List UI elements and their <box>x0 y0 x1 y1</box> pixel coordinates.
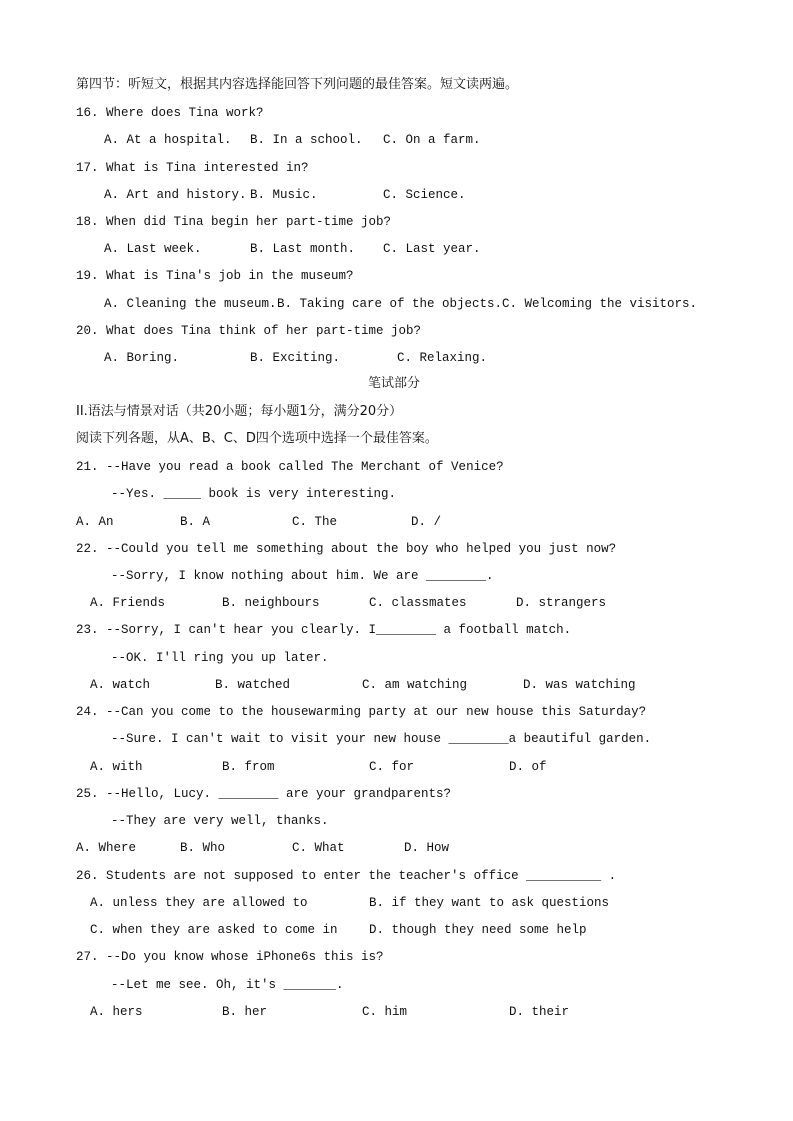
question-18: 18. When did Tina begin her part-time job? <box>76 215 392 229</box>
option[interactable]: A. At a hospital. <box>104 133 232 147</box>
option[interactable]: B. Taking care of the objects. <box>277 297 503 311</box>
option[interactable]: A. Art and history. <box>104 188 247 202</box>
option[interactable]: A. hers <box>90 1005 143 1019</box>
question-reply: --Yes. _____ book is very interesting. <box>111 487 397 501</box>
option[interactable]: D. / <box>411 515 442 529</box>
question-21: 21. --Have you read a book called The Merchant of Venice? <box>76 460 504 474</box>
written-part-title: 笔试部分 <box>368 376 421 391</box>
option[interactable]: C. On a farm. <box>383 133 481 147</box>
option[interactable]: D. strangers <box>516 596 607 610</box>
question-23: 23. --Sorry, I can't hear you clearly. I________ a football match. <box>76 623 572 637</box>
option[interactable]: B. from <box>222 760 275 774</box>
option[interactable]: A. Boring. <box>104 351 180 365</box>
section-heading: 第四节：听短文，根据其内容选择能回答下列问题的最佳答案。短文读两遍。 <box>76 77 519 92</box>
option[interactable]: A. watch <box>90 678 151 692</box>
option[interactable]: A. Where <box>76 841 137 855</box>
option[interactable]: C. Relaxing. <box>397 351 488 365</box>
question-26: 26. Students are not supposed to enter the teacher's office __________ . <box>76 869 617 883</box>
option[interactable]: D. was watching <box>523 678 636 692</box>
question-24: 24. --Can you come to the housewarming party at our new house this Saturday? <box>76 705 647 719</box>
option[interactable]: B. watched <box>215 678 291 692</box>
option[interactable]: B. A <box>180 515 211 529</box>
question-27: 27. --Do you know whose iPhone6s this is? <box>76 950 384 964</box>
question-20: 20. What does Tina think of her part-time job? <box>76 324 422 338</box>
question-22: 22. --Could you tell me something about the boy who helped you just now? <box>76 542 617 556</box>
part2-heading: II.语法与情景对话（共20小题；每小题1分，满分20分） <box>76 404 403 419</box>
option[interactable]: A. Friends <box>90 596 166 610</box>
question-reply: --OK. I'll ring you up later. <box>111 651 329 665</box>
question-reply: --They are very well, thanks. <box>111 814 329 828</box>
option[interactable]: B. Music. <box>250 188 318 202</box>
option[interactable]: C. What <box>292 841 345 855</box>
option[interactable]: D. of <box>509 760 547 774</box>
question-reply: --Sorry, I know nothing about him. We are ________. <box>111 569 494 583</box>
question-reply: --Sure. I can't wait to visit your new house ________a beautiful garden. <box>111 732 652 746</box>
option[interactable]: C. when they are asked to come in <box>90 923 338 937</box>
option[interactable]: A. An <box>76 515 114 529</box>
option[interactable]: C. him <box>362 1005 408 1019</box>
question-19: 19. What is Tina's job in the museum? <box>76 269 354 283</box>
part2-instruction: 阅读下列各题，从A、B、C、D四个选项中选择一个最佳答案。 <box>76 431 438 446</box>
option[interactable]: A. Cleaning the museum. <box>104 297 277 311</box>
option[interactable]: C. classmates <box>369 596 467 610</box>
option[interactable]: C. for <box>369 760 415 774</box>
option[interactable]: C. Welcoming the visitors. <box>502 297 698 311</box>
question-25: 25. --Hello, Lucy. ________ are your grandparents? <box>76 787 452 801</box>
option[interactable]: C. Science. <box>383 188 466 202</box>
option[interactable]: D. though they need some help <box>369 923 587 937</box>
question-17: 17. What is Tina interested in? <box>76 161 309 175</box>
option[interactable]: B. neighbours <box>222 596 320 610</box>
option[interactable]: A. with <box>90 760 143 774</box>
question-16: 16. Where does Tina work? <box>76 106 264 120</box>
option[interactable]: C. The <box>292 515 338 529</box>
option[interactable]: B. Who <box>180 841 226 855</box>
option[interactable]: B. Exciting. <box>250 351 341 365</box>
option[interactable]: B. Last month. <box>250 242 356 256</box>
option[interactable]: A. Last week. <box>104 242 202 256</box>
option[interactable]: D. their <box>509 1005 570 1019</box>
option[interactable]: B. her <box>222 1005 268 1019</box>
option[interactable]: A. unless they are allowed to <box>90 896 308 910</box>
option[interactable]: B. if they want to ask questions <box>369 896 610 910</box>
option[interactable]: C. Last year. <box>383 242 481 256</box>
option[interactable]: D. How <box>404 841 450 855</box>
question-reply: --Let me see. Oh, it's _______. <box>111 978 344 992</box>
option[interactable]: C. am watching <box>362 678 468 692</box>
option[interactable]: B. In a school. <box>250 133 363 147</box>
